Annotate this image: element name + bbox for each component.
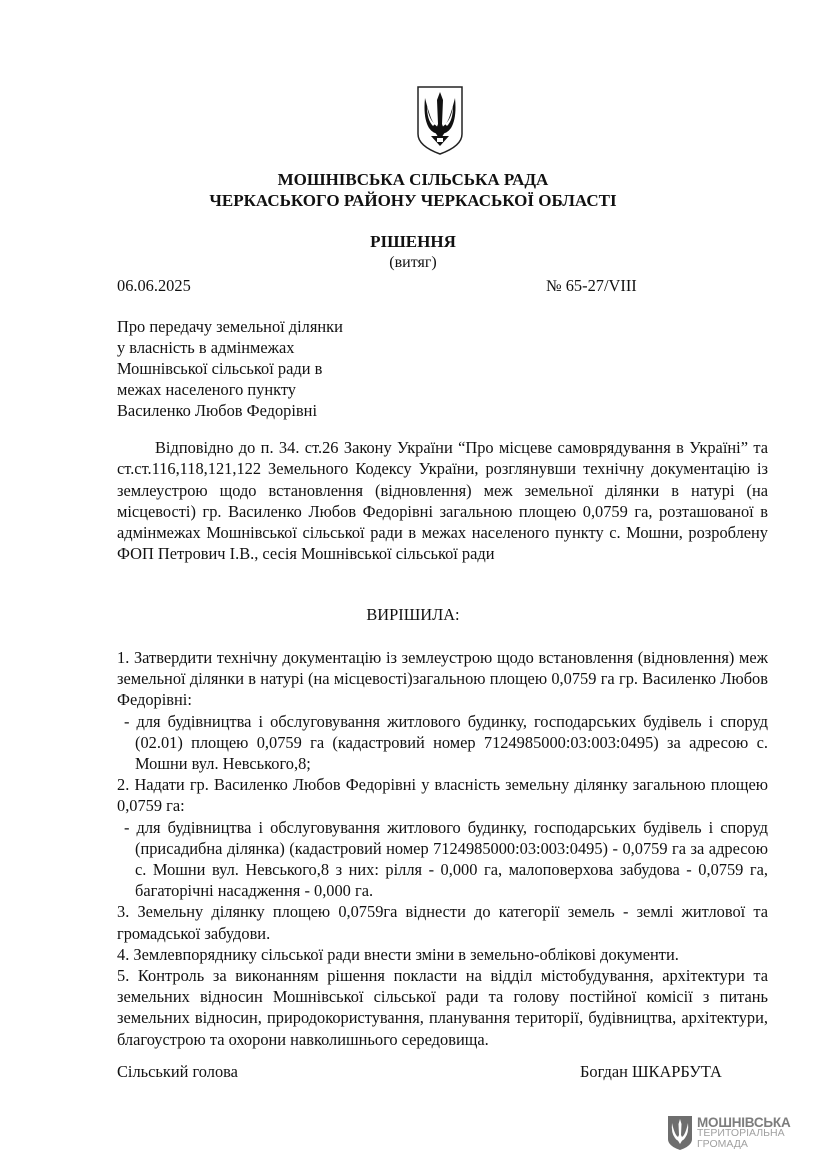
community-trident-logo-icon: [667, 1115, 693, 1151]
decision-items: [117, 647, 768, 1050]
decision-item-1-detail: - для будівництва і обслуговування житлового будинку, господарських будівель і споруд (02.01) площею 0,0759 га (кадастровий номер 7124985000:03:003:0495) за адресою с. Мошни вул. Невського,8;: [124, 711, 768, 774]
decision-item-4: 4. Землевпоряднику сільської ради внести зміни в земельно-облікові документи.: [117, 944, 679, 964]
decision-item-2: 2. Надати гр. Василенко Любов Федорівні у власність земельну ділянку загальною площею 0,0759 га:: [117, 775, 768, 816]
subject-line: Про передачу земельної ділянки: [117, 317, 343, 336]
subject-line: Василенко Любов Федорівні: [117, 401, 317, 420]
resolved-heading: ВИРІШИЛА:: [366, 605, 460, 624]
subject-line: у власність в адмінмежах: [117, 338, 295, 357]
decision-item-2-detail: - для будівництва і обслуговування житлового будинку, господарських будівель і споруд (присадибна ділянка) (кадастровий номер 7124985000:03:003:0495) - 0,0759 га за адресою с. Мошни вул. Невського,8 з них: рілля - 0,000 га, малоповерхова забудова - 0,0759 га, багаторічні насадження - 0,000 га.: [124, 817, 768, 901]
community-logo: [667, 1115, 791, 1151]
community-logo-text: [697, 1114, 791, 1150]
preamble: [117, 437, 768, 565]
preamble-text: Відповідно до п. 34. ст.26 Закону України “Про місцеве самоврядування в Україні” та ст.ст.116,118,121,122 Земельного Кодексу України, розглянувши технічну документацію із землеустрою щодо встановлення (відновлення) меж земельної ділянки в натурі (на місцевості) гр. Василенко Любов Федорівні загальною площею 0,0759 га, розташованої в адмінмежах Мошнівської сільської ради в межах населеного пункту с. Мошни, розроблену ФОП Петрович І.В., сесія Мошнівської сільської ради: [117, 438, 768, 564]
council-region: ЧЕРКАСЬКОГО РАЙОНУ ЧЕРКАСЬКОЇ ОБЛАСТІ: [209, 191, 617, 210]
signature-name: Богдан ШКАРБУТА: [580, 1062, 722, 1081]
logo-line-2: ТЕРИТОРІАЛЬНА: [697, 1126, 785, 1139]
document-number: № 65-27/VIII: [546, 276, 637, 295]
decision-item-3: 3. Земельну ділянку площею 0,0759га віднести до категорії земель - землі житлової та громадської забудови.: [117, 902, 768, 943]
logo-line-1: МОШНІВСЬКА: [697, 1114, 791, 1130]
signature-position: Сільський голова: [117, 1062, 238, 1081]
decision-item-1: 1. Затвердити технічну документацію із землеустрою щодо встановлення (відновлення) меж земельної ділянки в натурі (на місцевості)загальною площею 0,0759 га гр. Василенко Любов Федорівні:: [117, 648, 768, 710]
document-subtitle: (витяг): [389, 254, 437, 271]
subject-block: [117, 316, 343, 421]
logo-line-3: ГРОМАДА: [697, 1137, 748, 1150]
trident-coat-of-arms-icon: [415, 84, 465, 156]
subject-line: межах населеного пункту: [117, 380, 296, 399]
document-date: 06.06.2025: [117, 276, 191, 295]
subject-line: Мошнівської сільської ради в: [117, 359, 323, 378]
document-title: РІШЕННЯ: [370, 232, 456, 251]
council-name: МОШНІВСЬКА СІЛЬСЬКА РАДА: [277, 170, 549, 189]
decision-item-5: 5. Контроль за виконанням рішення покласти на відділ містобудування, архітектури та земельних відносин Мошнівської сільської ради та голову постійної комісії з питань земельних відносин, природокористування, планування території, будівництва, архітектури, благоустрою та охорони навколишнього середовища.: [117, 966, 768, 1049]
